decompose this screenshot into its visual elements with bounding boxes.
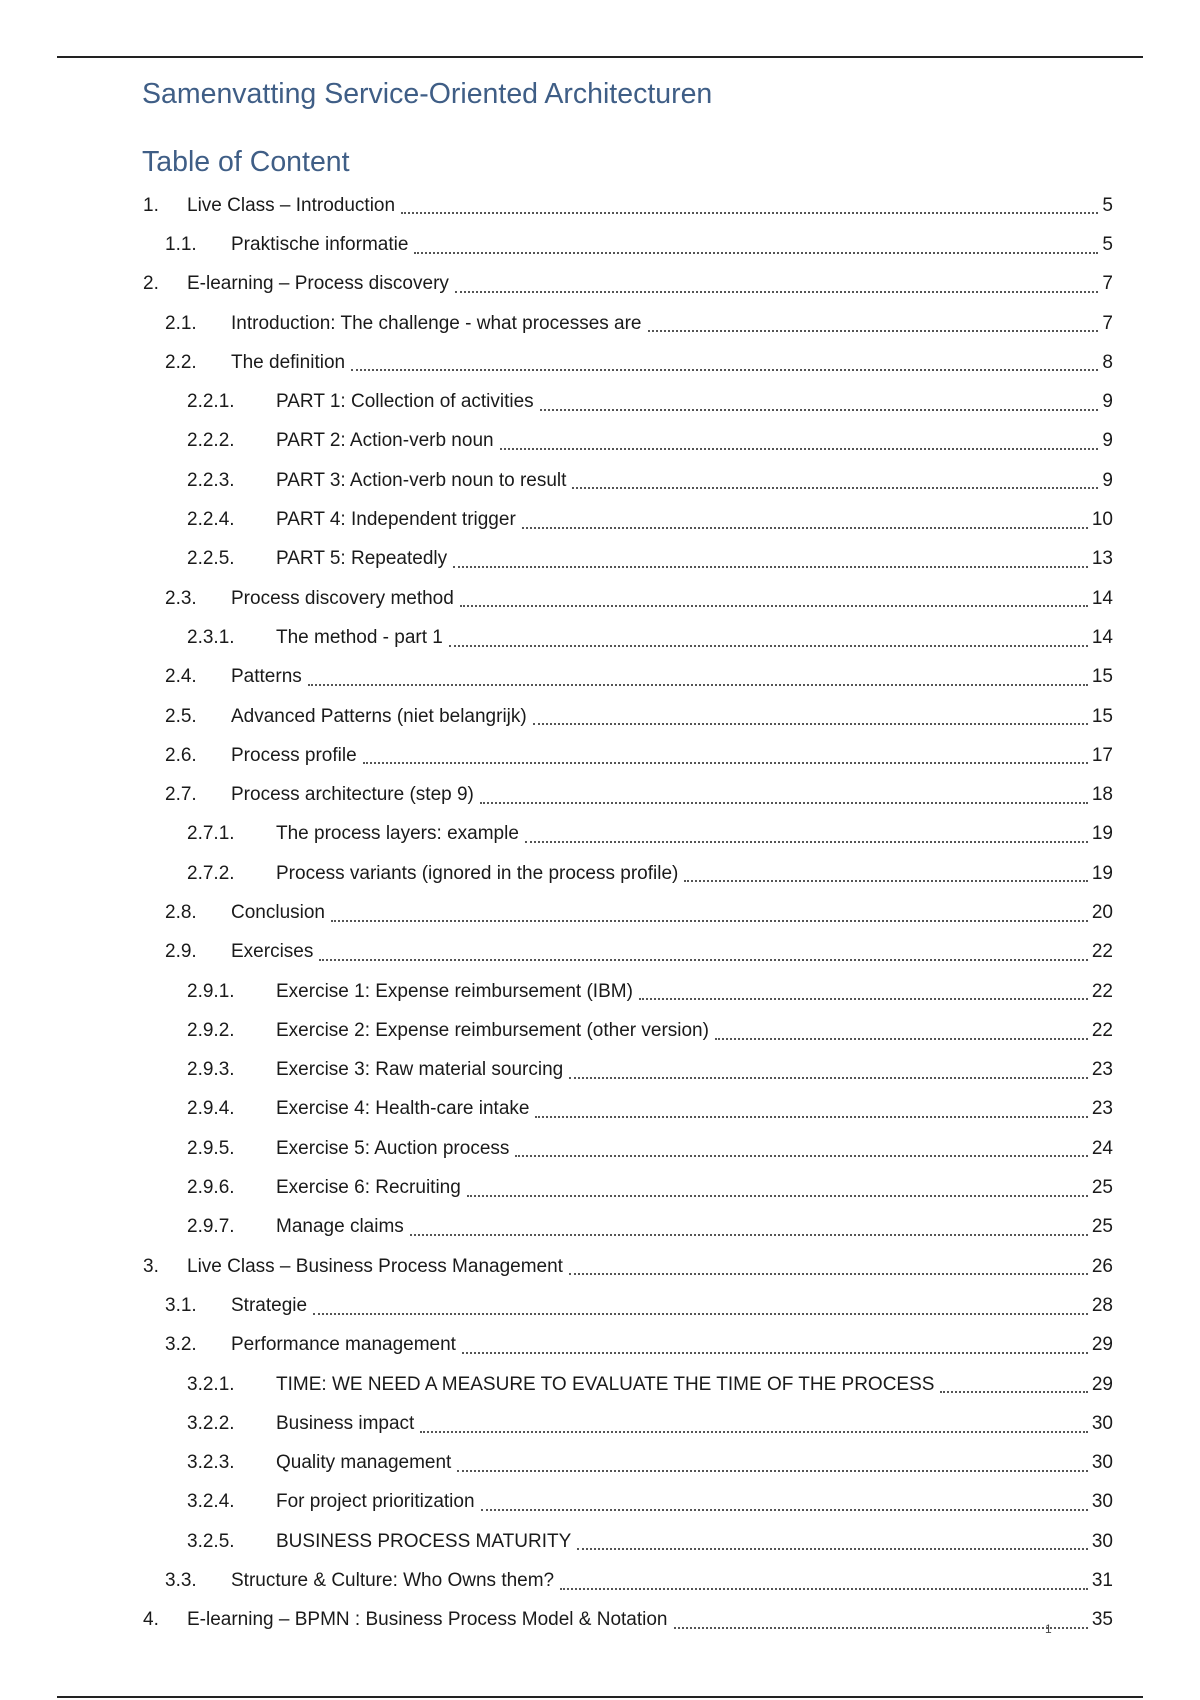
toc-entry-page: 15	[1091, 705, 1113, 727]
toc-entry-label: Praktische informatie	[231, 233, 409, 255]
toc-entry[interactable]	[0, 1404, 1200, 1443]
toc-entry-number: 2.7.2.	[187, 862, 235, 884]
toc-entry-label: E-learning – BPMN : Business Process Model & Notation	[187, 1609, 668, 1631]
toc-entry-page: 7	[1102, 273, 1113, 295]
toc-entry-number: 2.9.7.	[187, 1216, 235, 1238]
toc-entry-label: Strategie	[231, 1294, 308, 1316]
toc-entry-page: 22	[1091, 941, 1113, 963]
toc-entry[interactable]	[0, 1444, 1200, 1483]
toc-entry-page: 25	[1091, 1177, 1113, 1199]
toc-entry-label: The definition	[231, 351, 346, 373]
toc-entry-number: 2.9.	[165, 941, 197, 963]
toc-entry-page: 17	[1091, 744, 1113, 766]
dot-leader	[639, 997, 1088, 1000]
toc-entry-label: PART 4: Independent trigger	[276, 509, 516, 531]
toc-entry[interactable]	[0, 933, 1200, 972]
dot-leader	[540, 408, 1099, 411]
dot-leader	[569, 1076, 1088, 1079]
dot-leader	[414, 251, 1098, 254]
toc-entry-page: 14	[1091, 587, 1113, 609]
toc-entry[interactable]	[0, 540, 1200, 579]
dot-leader	[462, 1351, 1088, 1354]
dot-leader	[455, 290, 1099, 293]
toc-entry-number: 2.6.	[165, 744, 197, 766]
toc-entry-page: 19	[1091, 862, 1113, 884]
toc-entry[interactable]	[0, 225, 1200, 264]
toc-entry-number: 2.5.	[165, 705, 197, 727]
toc-entry-page: 14	[1091, 626, 1113, 648]
toc-entry-page: 22	[1091, 1019, 1113, 1041]
toc-entry-label: PART 2: Action-verb noun	[276, 430, 494, 452]
toc-entry[interactable]	[0, 343, 1200, 382]
toc-entry-number: 2.1.	[165, 312, 197, 334]
toc-entry-label: PART 1: Collection of activities	[276, 391, 534, 413]
toc-entry-page: 35	[1091, 1609, 1113, 1631]
dot-leader	[674, 1626, 1088, 1629]
toc-entry-label: BUSINESS PROCESS MATURITY	[276, 1530, 572, 1552]
toc-entry-page: 26	[1091, 1255, 1113, 1277]
toc-entry-page: 29	[1091, 1373, 1113, 1395]
toc-entry-number: 1.1.	[165, 233, 197, 255]
toc-entry-number: 2.9.3.	[187, 1059, 235, 1081]
toc-entry[interactable]	[0, 736, 1200, 775]
dot-leader	[331, 919, 1088, 922]
toc-entry-label: Process profile	[231, 744, 357, 766]
dot-leader	[533, 722, 1088, 725]
toc-entry-label: Exercise 1: Expense reimbursement (IBM)	[276, 980, 633, 1002]
toc-entry-page: 30	[1091, 1491, 1113, 1513]
dot-leader	[351, 368, 1098, 371]
toc-entry-label: Exercise 4: Health-care intake	[276, 1098, 530, 1120]
toc-entry[interactable]	[0, 579, 1200, 618]
toc-entry-page: 31	[1091, 1570, 1113, 1592]
toc-entry[interactable]	[0, 1326, 1200, 1365]
dot-leader	[572, 486, 1098, 489]
toc-entry-number: 2.2.1.	[187, 391, 235, 413]
footer-rule	[57, 1696, 1143, 1698]
dot-leader	[577, 1547, 1088, 1550]
toc-entry[interactable]	[0, 1522, 1200, 1561]
toc-entry[interactable]	[0, 893, 1200, 932]
toc-entry-label: Advanced Patterns (niet belangrijk)	[231, 705, 527, 727]
toc-entry-number: 3.2.5.	[187, 1530, 235, 1552]
toc-entry-number: 2.9.1.	[187, 980, 235, 1002]
toc-entry-label: Exercises	[231, 941, 314, 963]
toc-entry[interactable]	[0, 1090, 1200, 1129]
toc-entry-page: 29	[1091, 1334, 1113, 1356]
toc-entry[interactable]	[0, 775, 1200, 814]
dot-leader	[453, 565, 1088, 568]
page-number: 1	[1045, 1622, 1052, 1636]
toc-entry-label: Performance management	[231, 1334, 456, 1356]
toc-entry-number: 2.9.2.	[187, 1019, 235, 1041]
toc-entry[interactable]	[0, 304, 1200, 343]
toc-entry-number: 2.7.1.	[187, 823, 235, 845]
dot-leader	[569, 1272, 1088, 1275]
toc-entry[interactable]	[0, 854, 1200, 893]
toc-entry[interactable]	[0, 697, 1200, 736]
toc-entry-page: 15	[1091, 666, 1113, 688]
toc-entry-label: Structure & Culture: Who Owns them?	[231, 1570, 555, 1592]
toc-entry-label: Quality management	[276, 1452, 452, 1474]
toc-entry-label: The process layers: example	[276, 823, 519, 845]
toc-entry-label: Exercise 5: Auction process	[276, 1137, 510, 1159]
dot-leader	[460, 604, 1088, 607]
toc-entry-page: 7	[1102, 312, 1113, 334]
toc-entry[interactable]	[0, 1168, 1200, 1207]
toc-entry-number: 3.	[143, 1255, 159, 1277]
toc-entry[interactable]	[0, 382, 1200, 421]
toc-entry-number: 2.8.	[165, 901, 197, 923]
toc-entry[interactable]	[0, 1208, 1200, 1247]
toc-entry-label: Process architecture (step 9)	[231, 784, 474, 806]
toc-entry-label: Live Class – Business Process Management	[187, 1255, 563, 1277]
dot-leader	[535, 1115, 1087, 1118]
toc-entry-number: 2.	[143, 273, 159, 295]
toc-entry-number: 2.2.	[165, 351, 197, 373]
toc-entry-page: 28	[1091, 1294, 1113, 1316]
toc-entry-label: E-learning – Process discovery	[187, 273, 449, 295]
toc-entry[interactable]	[0, 1011, 1200, 1050]
toc-entry-label: Introduction: The challenge - what processes are	[231, 312, 642, 334]
toc-entry-label: Business impact	[276, 1412, 415, 1434]
toc-entry-page: 30	[1091, 1452, 1113, 1474]
toc-entry-number: 1.	[143, 194, 159, 216]
toc-entry-page: 13	[1091, 548, 1113, 570]
toc-entry-page: 24	[1091, 1137, 1113, 1159]
dot-leader	[410, 1233, 1088, 1236]
toc-entry-number: 2.3.	[165, 587, 197, 609]
toc-entry-label: PART 3: Action-verb noun to result	[276, 469, 567, 491]
toc-entry-label: Patterns	[231, 666, 302, 688]
toc-entry-page: 20	[1091, 901, 1113, 923]
toc-entry-number: 2.9.5.	[187, 1137, 235, 1159]
toc-entry-page: 25	[1091, 1216, 1113, 1238]
toc-entry[interactable]	[0, 972, 1200, 1011]
toc-entry-page: 30	[1091, 1530, 1113, 1552]
toc-entry-number: 3.2.3.	[187, 1452, 235, 1474]
toc-entry-page: 23	[1091, 1098, 1113, 1120]
dot-leader	[313, 1312, 1088, 1315]
toc-entry[interactable]	[0, 618, 1200, 657]
toc-entry-label: For project prioritization	[276, 1491, 475, 1513]
toc-entry-number: 2.2.2.	[187, 430, 235, 452]
toc-entry-label: The method - part 1	[276, 626, 443, 648]
toc-entry[interactable]	[0, 1561, 1200, 1600]
dot-leader	[449, 644, 1088, 647]
toc-entry-page: 18	[1091, 784, 1113, 806]
toc-entry-page: 30	[1091, 1412, 1113, 1434]
table-of-contents	[0, 186, 1200, 1640]
toc-entry-page: 5	[1102, 233, 1113, 255]
toc-entry-number: 3.1.	[165, 1294, 197, 1316]
toc-entry-page: 10	[1091, 509, 1113, 531]
dot-leader	[363, 761, 1088, 764]
dot-leader	[467, 1194, 1088, 1197]
toc-entry[interactable]	[0, 1247, 1200, 1286]
toc-entry[interactable]	[0, 1286, 1200, 1325]
dot-leader	[319, 958, 1088, 961]
toc-entry-number: 2.9.6.	[187, 1177, 235, 1199]
toc-entry-page: 19	[1091, 823, 1113, 845]
toc-entry-label: Manage claims	[276, 1216, 404, 1238]
toc-entry-page: 9	[1102, 391, 1113, 413]
toc-heading: Table of Content	[142, 146, 350, 178]
toc-entry-label: Live Class – Introduction	[187, 194, 396, 216]
toc-entry-page: 9	[1102, 430, 1113, 452]
dot-leader	[525, 840, 1088, 843]
dot-leader	[560, 1587, 1088, 1590]
toc-entry-number: 3.2.2.	[187, 1412, 235, 1434]
toc-entry-number: 2.2.5.	[187, 548, 235, 570]
toc-entry[interactable]	[0, 815, 1200, 854]
toc-entry[interactable]	[0, 265, 1200, 304]
dot-leader	[715, 1037, 1088, 1040]
document-title: Samenvatting Service-Oriented Architecturen	[142, 78, 713, 110]
toc-entry[interactable]	[0, 658, 1200, 697]
toc-entry-label: Conclusion	[231, 901, 325, 923]
dot-leader	[648, 329, 1099, 332]
toc-entry-number: 3.2.4.	[187, 1491, 235, 1513]
toc-entry-page: 22	[1091, 980, 1113, 1002]
toc-entry-number: 4.	[143, 1609, 159, 1631]
dot-leader	[480, 801, 1088, 804]
toc-entry-number: 2.3.1.	[187, 626, 235, 648]
toc-entry-label: PART 5: Repeatedly	[276, 548, 448, 570]
toc-entry[interactable]	[0, 1483, 1200, 1522]
toc-entry-label: Exercise 3: Raw material sourcing	[276, 1059, 564, 1081]
dot-leader	[308, 683, 1088, 686]
toc-entry[interactable]	[0, 461, 1200, 500]
toc-entry-label: TIME: WE NEED A MEASURE TO EVALUATE THE TIME OF THE PROCESS	[276, 1373, 935, 1395]
toc-entry-number: 2.2.4.	[187, 509, 235, 531]
toc-entry[interactable]	[0, 422, 1200, 461]
toc-entry-number: 3.3.	[165, 1570, 197, 1592]
toc-entry[interactable]	[0, 1601, 1200, 1640]
toc-entry[interactable]	[0, 1051, 1200, 1090]
dot-leader	[500, 447, 1099, 450]
toc-entry-page: 9	[1102, 469, 1113, 491]
dot-leader	[522, 526, 1088, 529]
toc-entry-number: 2.9.4.	[187, 1098, 235, 1120]
dot-leader	[457, 1469, 1088, 1472]
header-rule	[57, 56, 1143, 58]
dot-leader	[940, 1390, 1087, 1393]
dot-leader	[401, 211, 1098, 214]
toc-entry-label: Process variants (ignored in the process profile)	[276, 862, 679, 884]
toc-entry-page: 5	[1102, 194, 1113, 216]
toc-entry-number: 3.2.1.	[187, 1373, 235, 1395]
toc-entry-number: 2.7.	[165, 784, 197, 806]
dot-leader	[684, 879, 1088, 882]
toc-entry-label: Exercise 2: Expense reimbursement (other version)	[276, 1019, 709, 1041]
toc-entry[interactable]	[0, 1129, 1200, 1168]
dot-leader	[515, 1154, 1087, 1157]
toc-entry-number: 2.2.3.	[187, 469, 235, 491]
toc-entry-label: Exercise 6: Recruiting	[276, 1177, 461, 1199]
toc-entry[interactable]	[0, 500, 1200, 539]
toc-entry[interactable]	[0, 1365, 1200, 1404]
toc-entry-page: 23	[1091, 1059, 1113, 1081]
toc-entry-number: 3.2.	[165, 1334, 197, 1356]
toc-entry-page: 8	[1102, 351, 1113, 373]
toc-entry-number: 2.4.	[165, 666, 197, 688]
toc-entry-label: Process discovery method	[231, 587, 454, 609]
toc-entry[interactable]	[0, 186, 1200, 225]
dot-leader	[420, 1430, 1088, 1433]
dot-leader	[481, 1508, 1088, 1511]
